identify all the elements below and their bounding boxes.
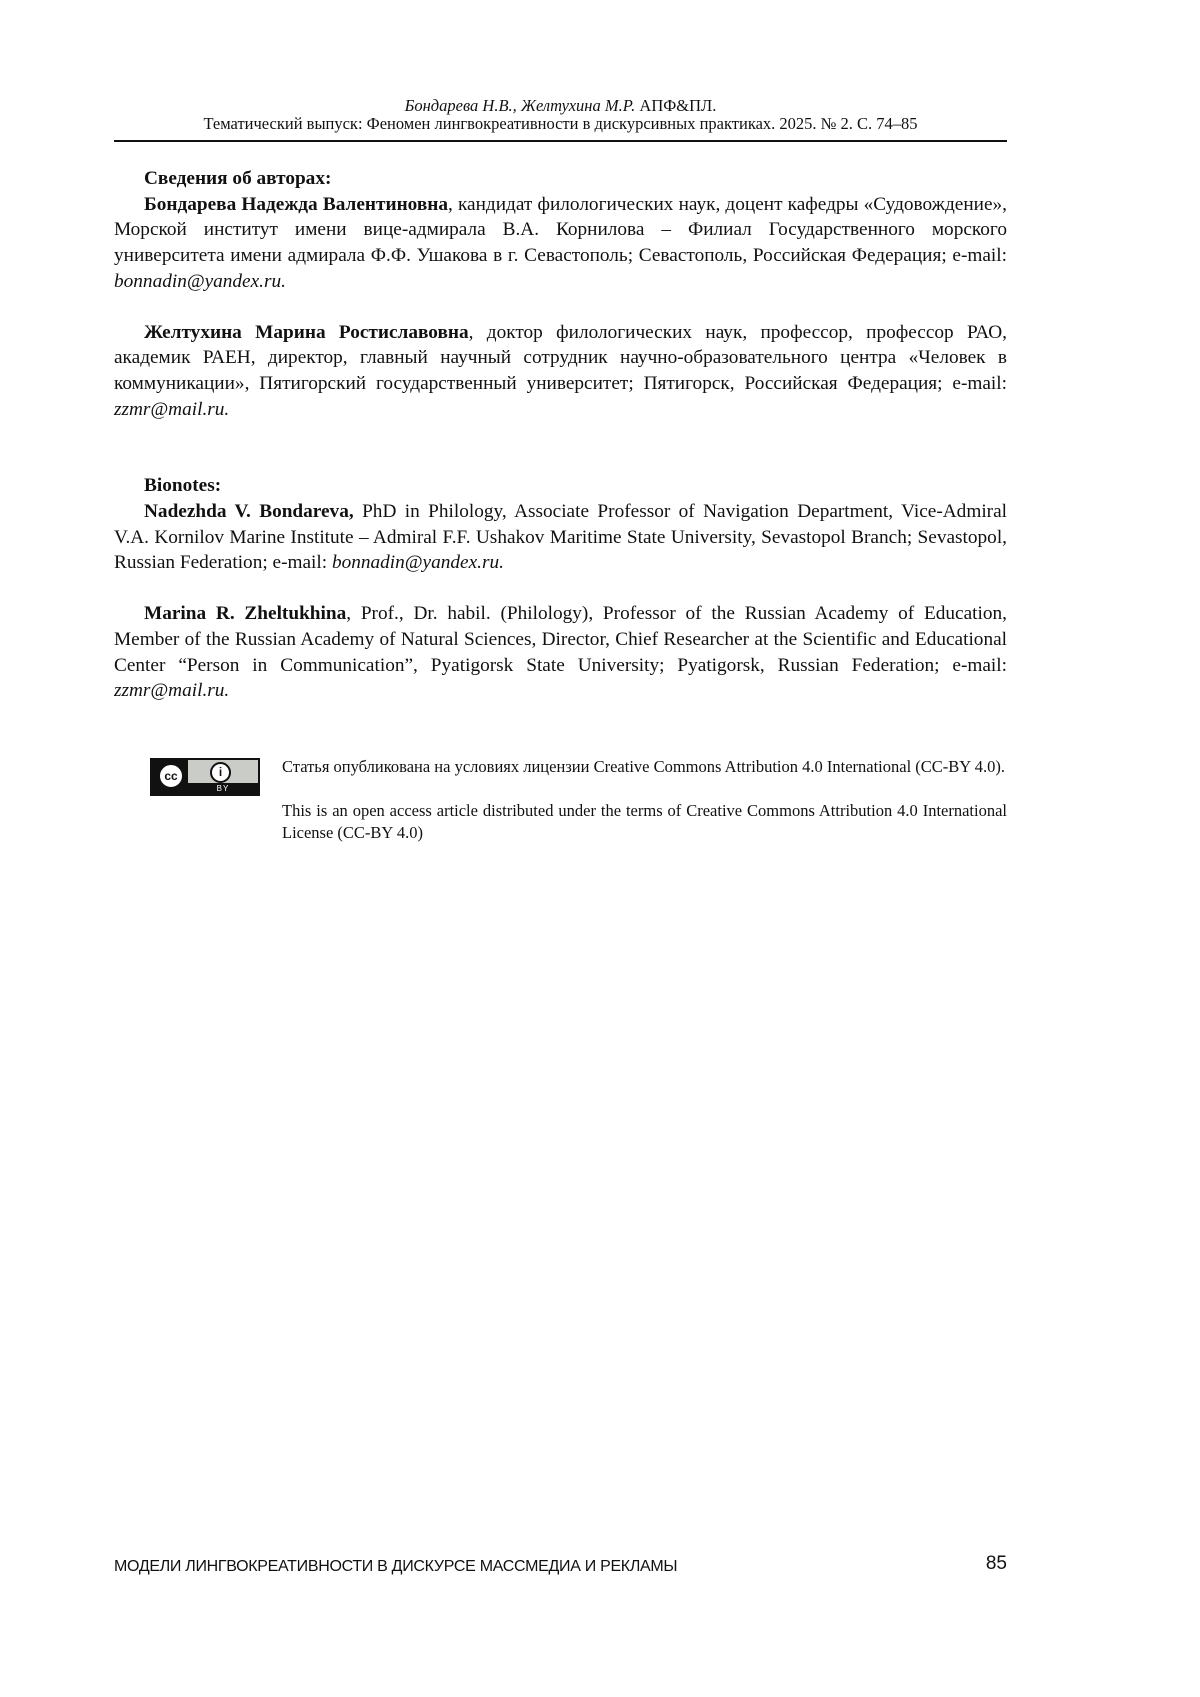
ru-authors-heading: Сведения об авторах: xyxy=(144,168,332,189)
article-body xyxy=(114,166,1007,704)
ru-author-2-text: , доктор филологических наук, профессор, профессор РАО, академик РАЕН, директор, главный научный сотрудник научно-образовательного центра «Человек в коммуникации», Пятигорский государственный университет; Пятигорск, Российская Федерация; e-mail: xyxy=(114,321,1007,394)
ru-author-2-paragraph xyxy=(114,320,1007,423)
en-author-2-email: zzmr@mail.ru. xyxy=(114,680,230,702)
en-author-1-paragraph xyxy=(114,499,1007,576)
en-author-2-text: , Prof., Dr. habil. (Philology), Professor of the Russian Academy of Education, Member of the Russian Academy of Natural Sciences, Director, Chief Researcher at the Scientific and Educational Center “Person in Communication”, Pyatigorsk State University; Pyatigorsk, Russian Federation; e-mail: xyxy=(114,603,1007,676)
cc-icon: cc xyxy=(157,762,185,790)
attribution-icon: i xyxy=(210,762,231,783)
en-bionotes-heading: Bionotes: xyxy=(144,475,222,497)
header-rule xyxy=(114,140,1007,142)
header-journal: АПФ&ПЛ. xyxy=(639,96,717,115)
license-text xyxy=(282,756,1007,844)
header-authors: Бондарева Н.В., Желтухина М.Р. xyxy=(404,96,636,115)
running-header-authors xyxy=(114,96,1007,116)
en-author-2-name: Marina R. Zheltukhina xyxy=(144,603,347,625)
cc-by-license-icon xyxy=(150,758,260,796)
ru-author-1-paragraph xyxy=(114,192,1007,295)
ru-author-1-name: Бондарева Надежда Валентиновна xyxy=(144,193,449,215)
en-author-2-paragraph xyxy=(114,601,1007,704)
ru-author-2-email: zzmr@mail.ru. xyxy=(114,398,230,420)
license-text-en: This is an open access article distributed under the terms of Creative Commons Attribution 4.0 International License (CC-BY 4.0) xyxy=(282,801,1007,842)
ru-author-2-name: Желтухина Марина Ростиславовна xyxy=(144,321,469,343)
license-text-ru: Статья опубликована на условиях лицензии Creative Commons Attribution 4.0 International (CC-BY 4.0). xyxy=(282,757,1005,776)
by-label: BY xyxy=(188,783,258,794)
ru-author-1-email: bonnadin@yandex.ru. xyxy=(114,270,286,292)
footer-section-title: МОДЕЛИ ЛИНГВОКРЕАТИВНОСТИ В ДИСКУРСЕ МАССМЕДИА И РЕКЛАМЫ xyxy=(114,1558,678,1575)
running-header-issue: Тематический выпуск: Феномен лингвокреативности в дискурсивных практиках. 2025. № 2. С. 74–85 xyxy=(203,114,918,133)
page-number: 85 xyxy=(985,1553,1007,1574)
ru-author-1-text: , кандидат филологических наук, доцент кафедры «Судовождение», Морской институт имени вице-адмирала В.А. Корнилова – Филиал Государственного морского университета имени адмирала Ф.Ф. Ушакова в г. Севастополь; Севастополь, Российская Федерация; e-mail: xyxy=(114,193,1007,267)
en-author-1-text: PhD in Philology, Associate Professor of Navigation Department, Vice-Admiral V.A. Kornilov Marine Institute – Admiral F.F. Ushakov Maritime State University, Sevastopol Branch; Sevastopol, Russian Federation; e-mail: xyxy=(114,501,1008,574)
en-author-1-email: bonnadin@yandex.ru. xyxy=(331,552,504,574)
en-author-1-name: Nadezhda V. Bondareva, xyxy=(144,501,354,523)
